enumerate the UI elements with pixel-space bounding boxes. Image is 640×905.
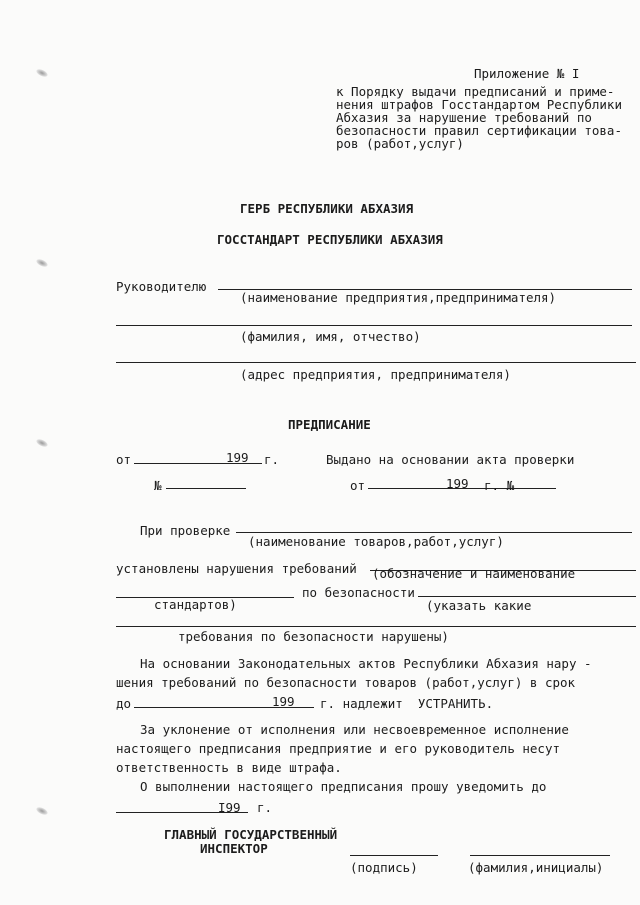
standards-hint: стандартов) bbox=[154, 597, 237, 612]
violations-label: установлены нарушения требований bbox=[116, 561, 357, 576]
signature-hint: (подпись) bbox=[350, 860, 418, 875]
safety-field-line bbox=[418, 596, 636, 597]
act-number-label: г. № bbox=[484, 478, 515, 493]
signature-line bbox=[350, 855, 438, 856]
paragraph-line: О выполнении настоящего предписания прошу уведомить до bbox=[140, 779, 547, 794]
addressee-label: Руководителю bbox=[116, 279, 207, 294]
number-field-line bbox=[166, 488, 246, 489]
punch-hole bbox=[35, 438, 48, 449]
standard-hint: (обозначение и наименование bbox=[372, 566, 576, 581]
paragraph-line: За уклонение от исполнения или несвоевременное исполнение bbox=[140, 722, 569, 737]
deadline-year: 199 bbox=[272, 694, 295, 709]
punch-hole bbox=[35, 258, 48, 269]
organization-title: ГОССТАНДАРТ РЕСПУБЛИКИ АБХАЗИЯ bbox=[217, 232, 443, 247]
which-hint: (указать какие bbox=[426, 598, 532, 613]
safety-label: по безопасности bbox=[302, 585, 415, 600]
issued-basis: Выдано на основании акта проверки bbox=[326, 452, 575, 467]
paragraph-line: шения требований по безопасности товаров (работ,услуг) в срок bbox=[116, 675, 576, 690]
inspector-title-2: ИНСПЕКТОР bbox=[200, 841, 268, 856]
appendix-line: нения штрафов Госстандартом Республики bbox=[336, 97, 622, 112]
inspection-label: При проверке bbox=[140, 523, 231, 538]
inspector-title: ГЛАВНЫЙ ГОСУДАРСТВЕННЫЙ bbox=[164, 827, 338, 842]
appendix-line: ров (работ,услуг) bbox=[336, 136, 464, 151]
address-field-line bbox=[116, 362, 636, 363]
address-hint: (адрес предприятия, предпринимателя) bbox=[240, 367, 511, 382]
goods-hint: (наименование товаров,работ,услуг) bbox=[248, 534, 504, 549]
punch-hole bbox=[35, 806, 48, 817]
appendix-title: Приложение № I bbox=[474, 66, 580, 81]
paragraph-line: ответственность в виде штрафа. bbox=[116, 760, 342, 775]
date-year-suffix: г. bbox=[264, 452, 280, 467]
number-label: № bbox=[154, 478, 162, 493]
act-date-label: от bbox=[350, 478, 366, 493]
coat-of-arms-title: ГЕРБ РЕСПУБЛИКИ АБХАЗИЯ bbox=[240, 201, 414, 216]
notify-year: I99 bbox=[218, 800, 241, 815]
notify-year-suffix: г. bbox=[257, 800, 273, 815]
company-hint: (наименование предприятия,предпринимателя) bbox=[240, 290, 557, 305]
date-from-label: от bbox=[116, 452, 132, 467]
paragraph-line: На основании Законодательных актов Республики Абхазия нару - bbox=[140, 656, 592, 671]
deadline-label: до bbox=[116, 696, 132, 711]
name-hint: (фамилия, имя, отчество) bbox=[240, 329, 421, 344]
requirements-hint: требования по безопасности нарушены) bbox=[178, 629, 449, 644]
appendix-line: Абхазия за нарушение требований по bbox=[336, 110, 592, 125]
document-title: ПРЕДПИСАНИЕ bbox=[288, 417, 371, 432]
requirements-field-line bbox=[116, 626, 636, 627]
appendix-line: к Порядку выдачи предписаний и приме- bbox=[336, 84, 615, 99]
punch-hole bbox=[35, 68, 48, 79]
appendix-line: безопасности правил сертификации това- bbox=[336, 123, 622, 138]
date-year: 199 bbox=[226, 450, 249, 465]
deadline-text: г. надлежит УСТРАНИТЬ. bbox=[320, 696, 494, 711]
fullname-line bbox=[470, 855, 610, 856]
goods-field-line bbox=[236, 532, 632, 533]
fullname-hint: (фамилия,инициалы) bbox=[468, 860, 604, 875]
act-year: 199 bbox=[446, 476, 469, 491]
paragraph-line: настоящего предписания предприятие и его руководитель несут bbox=[116, 741, 561, 756]
name-field-line bbox=[116, 325, 632, 326]
